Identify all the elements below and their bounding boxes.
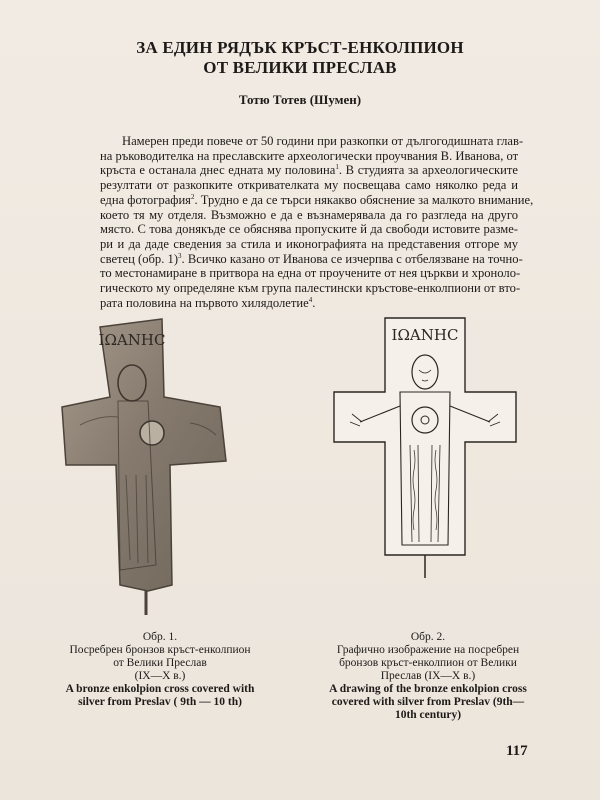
caption-text: от Велики Преслав <box>113 657 207 669</box>
footnote-ref[interactable]: 1 <box>335 163 339 172</box>
body-paragraph <box>100 134 534 310</box>
author: Тотю Тотев (Шумен) <box>238 92 362 107</box>
text-line: място. С това донякъде се обяснява пропуските й да свободи истовите разме- <box>100 222 518 237</box>
footnote-ref[interactable]: 3 <box>178 251 182 260</box>
page-number: 117 <box>506 743 528 759</box>
footnote-ref[interactable]: 4 <box>308 295 313 304</box>
text-line: резултати от разкопките откривателката му посвещава само няколко реда и <box>100 178 518 193</box>
text-line: рата половина на първото хилядолетие$^4$. <box>100 295 316 310</box>
title-line-1: ЗА ЕДИН РЯДЪК КРЪСТ-ЕНКОЛПИОН <box>136 38 464 57</box>
figure-2-caption <box>318 631 538 722</box>
caption-text: Преслав (IX—X в.) <box>380 670 476 682</box>
text-line: една фотография$^2$. Трудно е да се търси някакво обяснение за малкото внимание, <box>100 192 534 207</box>
figure-1-caption <box>60 631 260 709</box>
text-line: светец (обр. 1)$^3$. Всичко казано от Иванова се изчерпва с отбелязване на точно- <box>100 251 523 266</box>
caption-number: Обр. 1. <box>142 631 178 643</box>
caption-text-en: silver from Preslav ( 9th — 10 th) <box>78 696 242 708</box>
text-line: ри и да даде сведения за стила и иконографията на представения отгоре му <box>100 236 518 251</box>
footnote-ref[interactable]: 2 <box>190 192 195 201</box>
title-line-2: ОТ ВЕЛИКИ ПРЕСЛАВ <box>203 58 397 77</box>
caption-text: Графично изображение на посребрен <box>336 644 520 656</box>
figure-2-inscription: ΙΩΑΝΗС <box>391 326 459 344</box>
text-line: то местонамиране в притвора на една от проучените от нея църкви и хроноло- <box>100 266 521 281</box>
caption-text-en: covered with silver from Preslav (9th— <box>331 696 525 708</box>
figure-1-cross-photo <box>60 315 250 615</box>
figure-1-inscription: ΙΩΑΝΗС <box>98 331 166 349</box>
caption-text: Посребрен бронзов кръст-енколпион <box>69 644 251 656</box>
caption-text-en: A drawing of the bronze enkolpion cross <box>329 683 527 695</box>
caption-text-en: A bronze enkolpion cross covered with <box>65 683 255 695</box>
caption-text-en: 10th century) <box>394 709 462 721</box>
text-line: Намерен преди повече от 50 години при разкопки от дългогодишната глав- <box>122 134 524 148</box>
text-line: кръста е останала днес едната му половина$^1$. В студията за археологическите <box>100 163 518 178</box>
article-title <box>0 38 600 78</box>
figure-2-cross-drawing <box>330 310 520 580</box>
text-line: което тя му отделя. Възможно е да е възнамерявала да го разгледа на друго <box>100 207 518 222</box>
text-line: на ръководителка на преславските археологически проучвания В. Иванова, от <box>100 148 519 163</box>
caption-text: бронзов кръст-енколпион от Велики <box>339 657 517 669</box>
text-line: гическото му определяне към група палестински кръстове-енколпиони от вто- <box>100 281 521 296</box>
caption-text: (IX—X в.) <box>134 670 186 682</box>
caption-number: Обр. 2. <box>410 631 446 643</box>
